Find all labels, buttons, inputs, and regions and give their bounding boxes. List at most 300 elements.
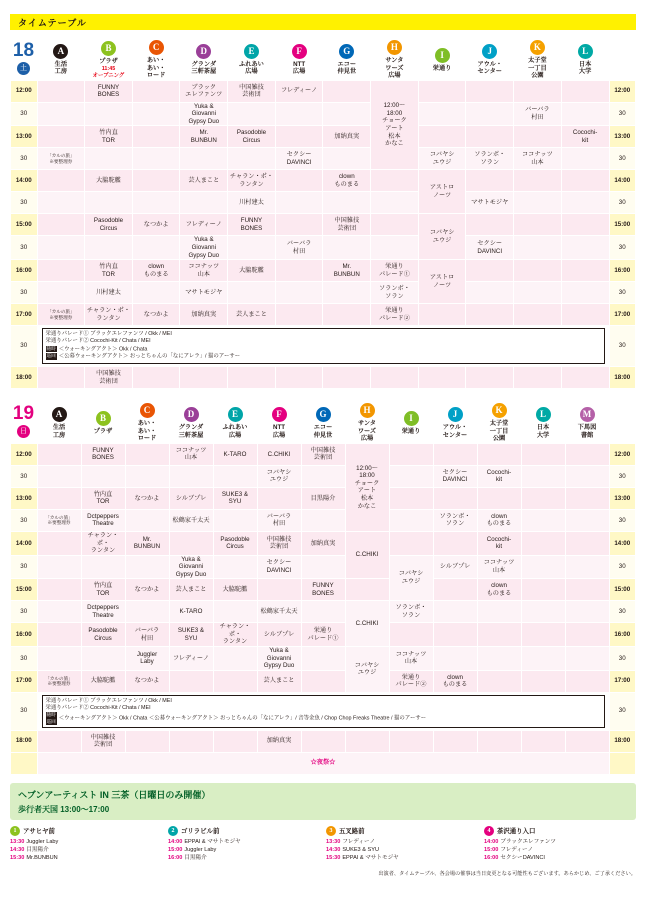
venue-badge-icon: B (96, 411, 111, 426)
day-number-cell: 19 日 (11, 400, 38, 444)
venue-badge-icon: H (387, 40, 402, 55)
venue-badge-icon: E (244, 44, 259, 59)
schedule-cell (477, 730, 521, 752)
time-label-left: 30 (11, 326, 38, 367)
venue-badge-icon: L (536, 407, 551, 422)
schedule-cell (345, 579, 389, 601)
schedule-cell (37, 192, 85, 214)
schedule-cell (565, 531, 609, 555)
schedule-cell (521, 730, 565, 752)
schedule-row (11, 601, 636, 623)
legend-item: 15:00 フレディーノ (484, 847, 534, 854)
schedule-cell: シルブプレ (433, 555, 477, 579)
time-label-left: 16:00 (11, 260, 38, 282)
schedule-cell (418, 304, 466, 326)
schedule-cell (37, 236, 85, 260)
schedule-cell (561, 236, 609, 260)
chalk-art-note: 12:00～ 18:00 チョーク アート 松本 かなこ (371, 80, 419, 170)
schedule-cell: clown ものまる (477, 579, 521, 601)
schedule-cell (323, 192, 371, 214)
time-label-right: 30 (609, 282, 636, 304)
schedule-cell: FUNNY BONES (301, 579, 345, 601)
legend-item: 14:30 目黒陽介 (10, 847, 49, 854)
schedule-row (11, 260, 636, 282)
venue-badge-icon: C (149, 40, 164, 55)
schedule-cell (257, 579, 301, 601)
time-label-right: 15:00 (609, 579, 636, 601)
schedule-cell (180, 192, 228, 214)
schedule-cell (514, 236, 562, 260)
schedule-cell: チャラン・ポ・ ランタン (85, 304, 133, 326)
schedule-row (11, 647, 636, 671)
ticket-note: 「カルの旅」 ※要整理券 (37, 670, 81, 692)
schedule-cell (323, 236, 371, 260)
schedule-cell: SUKE3 & SYU (169, 623, 213, 647)
schedule-cell: 中国雑技 芸術団 (228, 80, 276, 102)
legend-title: 4 茶沢通り入口 (484, 826, 636, 836)
schedule-cell (565, 465, 609, 487)
schedule-cell (323, 367, 371, 389)
schedule-row (11, 126, 636, 148)
schedule-cell (125, 443, 169, 465)
schedule-cell (132, 282, 180, 304)
night-festival: ☆夜祭☆ (37, 752, 609, 774)
schedule-cell: ココナッツ 山本 (180, 260, 228, 282)
day-number-cell-right (609, 37, 636, 81)
schedule-cell (521, 579, 565, 601)
schedule-row (11, 367, 636, 389)
schedule-cell: チャラン・ポ・ ランタン (213, 623, 257, 647)
schedule-cell (345, 730, 389, 752)
schedule-cell (561, 80, 609, 102)
schedule-cell (37, 126, 85, 148)
schedule-cell: 加納真実 (180, 304, 228, 326)
schedule-cell: シルブプレ (257, 623, 301, 647)
schedule-cell (37, 601, 81, 623)
schedule-cell: clown ものまる (433, 670, 477, 692)
legend-item: 16:00 セクシーDAVINCI (484, 855, 545, 862)
schedule-cell (37, 260, 85, 282)
schedule-cell (418, 126, 466, 148)
time-label-left: 12:00 (11, 80, 38, 102)
schedule-cell: 中国雑技 芸術団 (81, 730, 125, 752)
schedule-cell: コバヤシ ユウジ (345, 647, 389, 693)
schedule-cell: アストロ ノーツ (418, 170, 466, 214)
schedule-cell: Mr. BUNBUN (125, 531, 169, 555)
schedule-cell (521, 647, 565, 671)
schedule-cell (477, 670, 521, 692)
schedule-cell (301, 601, 345, 623)
schedule-cell: バーバラ 村田 (125, 623, 169, 647)
schedule-cell (521, 487, 565, 509)
venue-header-k: K 太子堂 一丁目 公園 (514, 37, 562, 81)
schedule-cell (85, 102, 133, 126)
legend-column (484, 826, 636, 863)
day1-schedule (10, 36, 636, 389)
schedule-cell (37, 531, 81, 555)
schedule-cell: セクシー DAVINCI (257, 555, 301, 579)
schedule-cell: 芸人まこと (180, 170, 228, 192)
schedule-cell: 竹内直 TOR (81, 579, 125, 601)
schedule-cell: Pasodoble Circus (213, 531, 257, 555)
schedule-cell: 竹内直 TOR (85, 126, 133, 148)
schedule-cell (521, 531, 565, 555)
day2-schedule (10, 399, 636, 774)
venue-badge-icon: B (101, 41, 116, 56)
schedule-cell (37, 730, 81, 752)
schedule-cell (521, 623, 565, 647)
schedule-row (11, 487, 636, 509)
schedule-cell: Dctpeppers Theatre (81, 509, 125, 531)
schedule-cell (323, 102, 371, 126)
schedule-cell: なつかよ (132, 214, 180, 236)
schedule-row (11, 555, 636, 579)
time-label-right (609, 752, 636, 774)
time-label-right: 30 (609, 465, 636, 487)
schedule-cell: マサトモジヤ (180, 282, 228, 304)
schedule-cell (213, 555, 257, 579)
schedule-cell: アストロ ノーツ (418, 260, 466, 304)
schedule-cell: C.CHIKI (345, 531, 389, 578)
legend-item: 14:00 EPPAI & マサトモジヤ (168, 838, 241, 845)
day1-table (0, 36, 646, 389)
schedule-cell: K-TARO (213, 443, 257, 465)
schedule-cell (418, 367, 466, 389)
schedule-cell (85, 236, 133, 260)
schedule-cell (37, 367, 85, 389)
schedule-cell (301, 465, 345, 487)
schedule-cell (125, 509, 169, 531)
schedule-cell (132, 170, 180, 192)
venue-header-g: G エコー 仲見世 (323, 37, 371, 81)
schedule-cell: マサトモジヤ (466, 192, 514, 214)
venue-badge-icon: D (184, 407, 199, 422)
schedule-cell (466, 170, 514, 192)
schedule-cell (477, 601, 521, 623)
time-label-left: 30 (11, 102, 38, 126)
schedule-cell: 中国雑技 芸術団 (301, 443, 345, 465)
schedule-cell: FUNNY BONES (81, 443, 125, 465)
schedule-cell (371, 170, 419, 192)
schedule-cell: 芸人まこと (228, 304, 276, 326)
schedule-cell: コバヤシ ユウジ (257, 465, 301, 487)
schedule-cell (371, 214, 419, 236)
day-number-cell: 18 土 (11, 37, 38, 81)
schedule-cell (561, 367, 609, 389)
schedule-cell: 目黒陽介 (301, 487, 345, 509)
venue-header-a: A 生活 工房 (37, 37, 85, 81)
schedule-cell: Yuka & Giovanni Gypsy Duo (169, 555, 213, 579)
time-label-right: 13:00 (609, 126, 636, 148)
schedule-cell: FUNNY BONES (85, 80, 133, 102)
time-label-right: 30 (609, 601, 636, 623)
schedule-cell: 大脇駝艦 (228, 260, 276, 282)
schedule-cell (418, 80, 466, 102)
schedule-cell (132, 102, 180, 126)
schedule-cell (37, 80, 85, 102)
schedule-cell (228, 282, 276, 304)
schedule-cell (37, 282, 85, 304)
schedule-cell: ソランボ・ ソラン (389, 601, 433, 623)
schedule-cell (228, 236, 276, 260)
schedule-cell (213, 647, 257, 671)
schedule-cell (301, 647, 345, 671)
schedule-cell (433, 531, 477, 555)
venue-badge-icon: E (228, 407, 243, 422)
schedule-cell (565, 443, 609, 465)
schedule-cell (389, 531, 433, 555)
schedule-cell: なつかよ (132, 304, 180, 326)
legend (10, 826, 636, 863)
schedule-cell (477, 623, 521, 647)
schedule-cell: Yuka & Giovanni Gypsy Duo (180, 102, 228, 126)
schedule-cell: 栄通り パレード① (301, 623, 345, 647)
schedule-cell (132, 126, 180, 148)
schedule-cell (514, 80, 562, 102)
schedule-cell: Pasodoble Circus (81, 623, 125, 647)
schedule-cell (521, 601, 565, 623)
schedule-cell (561, 214, 609, 236)
footnote: 出演者、タイムテーブル、各会場の催事は当日変更となる可能性もございます。あらかじめ、ご了承ください。 (378, 870, 636, 877)
schedule-cell: 加納真実 (257, 730, 301, 752)
time-label-left: 30 (11, 555, 38, 579)
venue-badge-icon: L (578, 44, 593, 59)
time-label-right: 12:00 (609, 443, 636, 465)
day-number-cell-right (609, 400, 636, 444)
schedule-cell (433, 443, 477, 465)
schedule-cell (37, 465, 81, 487)
schedule-cell (466, 126, 514, 148)
schedule-cell (466, 102, 514, 126)
schedule-cell (565, 509, 609, 531)
schedule-cell: コバヤシ ユウジ (418, 214, 466, 260)
venue-badge-icon: A (53, 44, 68, 59)
time-label-right: 30 (609, 236, 636, 260)
schedule-cell (433, 487, 477, 509)
schedule-cell: ココナッツ 山本 (169, 443, 213, 465)
schedule-cell: Pasodoble Circus (85, 214, 133, 236)
time-label-left: 18:00 (11, 730, 38, 752)
schedule-row (11, 282, 636, 304)
schedule-cell: チャラン・ポ・ ランタン (81, 531, 125, 555)
schedule-cell (301, 730, 345, 752)
time-label-right: 16:00 (609, 623, 636, 647)
schedule-cell: 栄通り パレード① (371, 260, 419, 282)
schedule-cell: Cocochi- kit (477, 465, 521, 487)
schedule-cell: 中国雑技 芸術団 (323, 214, 371, 236)
schedule-cell: セクシー DAVINCI (433, 465, 477, 487)
schedule-cell (37, 647, 81, 671)
schedule-cell (37, 102, 85, 126)
schedule-cell (132, 80, 180, 102)
schedule-cell: ソランボ・ ソラン (371, 282, 419, 304)
schedule-cell (81, 555, 125, 579)
ticket-note: 「カルの旅」 ※要整理券 (37, 304, 85, 326)
schedule-cell (389, 730, 433, 752)
schedule-cell (323, 80, 371, 102)
schedule-row (11, 304, 636, 326)
schedule-cell: 栄通り パレード② (371, 304, 419, 326)
schedule-cell (169, 531, 213, 555)
time-label-left: 15:00 (11, 214, 38, 236)
schedule-cell (466, 214, 514, 236)
schedule-cell: コバヤシ ユウジ (418, 148, 466, 170)
time-label-right: 18:00 (609, 367, 636, 389)
schedule-cell: Cocochi- kit (477, 531, 521, 555)
venue-badge-icon: G (339, 44, 354, 59)
time-label-right: 14:00 (609, 531, 636, 555)
venue-badge-icon: K (530, 40, 545, 55)
schedule-cell (275, 192, 323, 214)
schedule-cell (169, 730, 213, 752)
schedule-cell: ソランボ・ ソラン (433, 509, 477, 531)
schedule-cell: バーバラ 村田 (514, 102, 562, 126)
time-label-right: 30 (609, 102, 636, 126)
schedule-row (11, 192, 636, 214)
schedule-cell: セクシー DAVINCI (466, 236, 514, 260)
schedule-cell (514, 170, 562, 192)
schedule-row (11, 236, 636, 260)
time-label-left: 30 (11, 647, 38, 671)
time-label-right: 30 (609, 509, 636, 531)
venue-badge-icon: D (196, 44, 211, 59)
venue-badge-icon: K (492, 403, 507, 418)
schedule-cell (37, 443, 81, 465)
schedule-cell: Juggler Laby (125, 647, 169, 671)
legend-column (10, 826, 162, 863)
schedule-row (11, 670, 636, 692)
venue-badge-icon: J (448, 407, 463, 422)
schedule-cell (514, 126, 562, 148)
schedule-cell: clown ものまる (477, 509, 521, 531)
day2-table (0, 399, 646, 774)
time-label-right: 17:00 (609, 304, 636, 326)
venue-badge-icon: I (435, 48, 450, 63)
venue-header-a: A 生活 工房 (37, 400, 81, 444)
time-label-left: 16:00 (11, 623, 38, 647)
schedule-cell: シルブプレ (169, 487, 213, 509)
legend-title: 2 ゴリラビル前 (168, 826, 320, 836)
schedule-row (11, 214, 636, 236)
schedule-cell (565, 647, 609, 671)
time-label-right: 30 (609, 555, 636, 579)
schedule-cell: なつかよ (125, 579, 169, 601)
venue-badge-icon: J (482, 44, 497, 59)
time-label-right: 30 (609, 192, 636, 214)
time-label-left: 13:00 (11, 487, 38, 509)
heaven-artist-box (10, 783, 636, 820)
time-label-right: 30 (609, 692, 636, 730)
schedule-cell: フレディーノ (180, 214, 228, 236)
venue-badge-icon: M (580, 407, 595, 422)
schedule-cell (275, 367, 323, 389)
legend-title: 1 アサヒヤ前 (10, 826, 162, 836)
schedule-cell (132, 192, 180, 214)
schedule-cell: 川村建太 (85, 282, 133, 304)
schedule-cell (228, 148, 276, 170)
schedule-cell (521, 555, 565, 579)
schedule-cell (301, 555, 345, 579)
venue-badge-icon: A (52, 407, 67, 422)
venue-header-m: M 下馬図 書館 (565, 400, 609, 444)
schedule-cell (37, 555, 81, 579)
schedule-cell: Yuka & Giovanni Gypsy Duo (180, 236, 228, 260)
schedule-cell: Dctpeppers Theatre (81, 601, 125, 623)
legend-badge-icon: 1 (10, 826, 20, 836)
schedule-cell: ココナッツ 山本 (514, 148, 562, 170)
schedule-cell (213, 465, 257, 487)
venue-header-b: B プラザ 11:45 オープニング (85, 37, 133, 81)
schedule-cell: ブラック エレファンツ (180, 80, 228, 102)
schedule-cell (275, 214, 323, 236)
schedule-cell: 大脇駝艦 (81, 670, 125, 692)
venue-header-d: D グランダ 三軒茶屋 (180, 37, 228, 81)
schedule-cell (213, 730, 257, 752)
schedule-cell (213, 601, 257, 623)
schedule-cell (561, 282, 609, 304)
schedule-cell (521, 509, 565, 531)
schedule-cell (565, 487, 609, 509)
venue-header-h: H サンタ ワーズ 広場 (371, 37, 419, 81)
schedule-cell (180, 148, 228, 170)
schedule-cell: Pasodoble Circus (228, 126, 276, 148)
venue-badge-icon: F (292, 44, 307, 59)
schedule-row (11, 730, 636, 752)
schedule-cell (514, 304, 562, 326)
venue-header-e: E ふれあい 広場 (228, 37, 276, 81)
schedule-cell: チャラン・ポ・ ランタン (228, 170, 276, 192)
schedule-cell: ソランボ・ ソラン (466, 148, 514, 170)
schedule-row (11, 752, 636, 774)
time-label-left: 30 (11, 192, 38, 214)
schedule-cell (275, 102, 323, 126)
time-label-right: 13:00 (609, 487, 636, 509)
time-label-right: 15:00 (609, 214, 636, 236)
schedule-cell (433, 730, 477, 752)
schedule-cell (37, 623, 81, 647)
schedule-cell (466, 282, 514, 304)
time-label-right: 30 (609, 647, 636, 671)
time-label-left: 14:00 (11, 170, 38, 192)
schedule-cell (521, 465, 565, 487)
schedule-cell: SUKE3 & SYU (213, 487, 257, 509)
schedule-cell (389, 509, 433, 531)
schedule-cell: K-TARO (169, 601, 213, 623)
time-label-left: 17:00 (11, 304, 38, 326)
schedule-cell: 栄通り パレード② (389, 670, 433, 692)
schedule-cell: コバヤシ ユウジ (389, 555, 433, 601)
time-label-left: 13:00 (11, 126, 38, 148)
schedule-cell (565, 730, 609, 752)
schedule-cell (433, 601, 477, 623)
time-label-left: 30 (11, 509, 38, 531)
ticket-note: 「カルの旅」 ※要整理券 (37, 148, 85, 170)
schedule-cell (521, 670, 565, 692)
schedule-cell: バーバラ 村田 (257, 509, 301, 531)
schedule-cell (418, 102, 466, 126)
time-label-left: 30 (11, 601, 38, 623)
time-label-right: 30 (609, 326, 636, 367)
schedule-cell (521, 443, 565, 465)
schedule-row (11, 80, 636, 102)
schedule-cell: セクシー DAVINCI (275, 148, 323, 170)
schedule-cell (37, 214, 85, 236)
schedule-cell (561, 102, 609, 126)
schedule-cell: 中国雑技 芸術団 (257, 531, 301, 555)
schedule-cell: FUNNY BONES (228, 214, 276, 236)
time-label-left: 30 (11, 148, 38, 170)
schedule-cell (257, 487, 301, 509)
